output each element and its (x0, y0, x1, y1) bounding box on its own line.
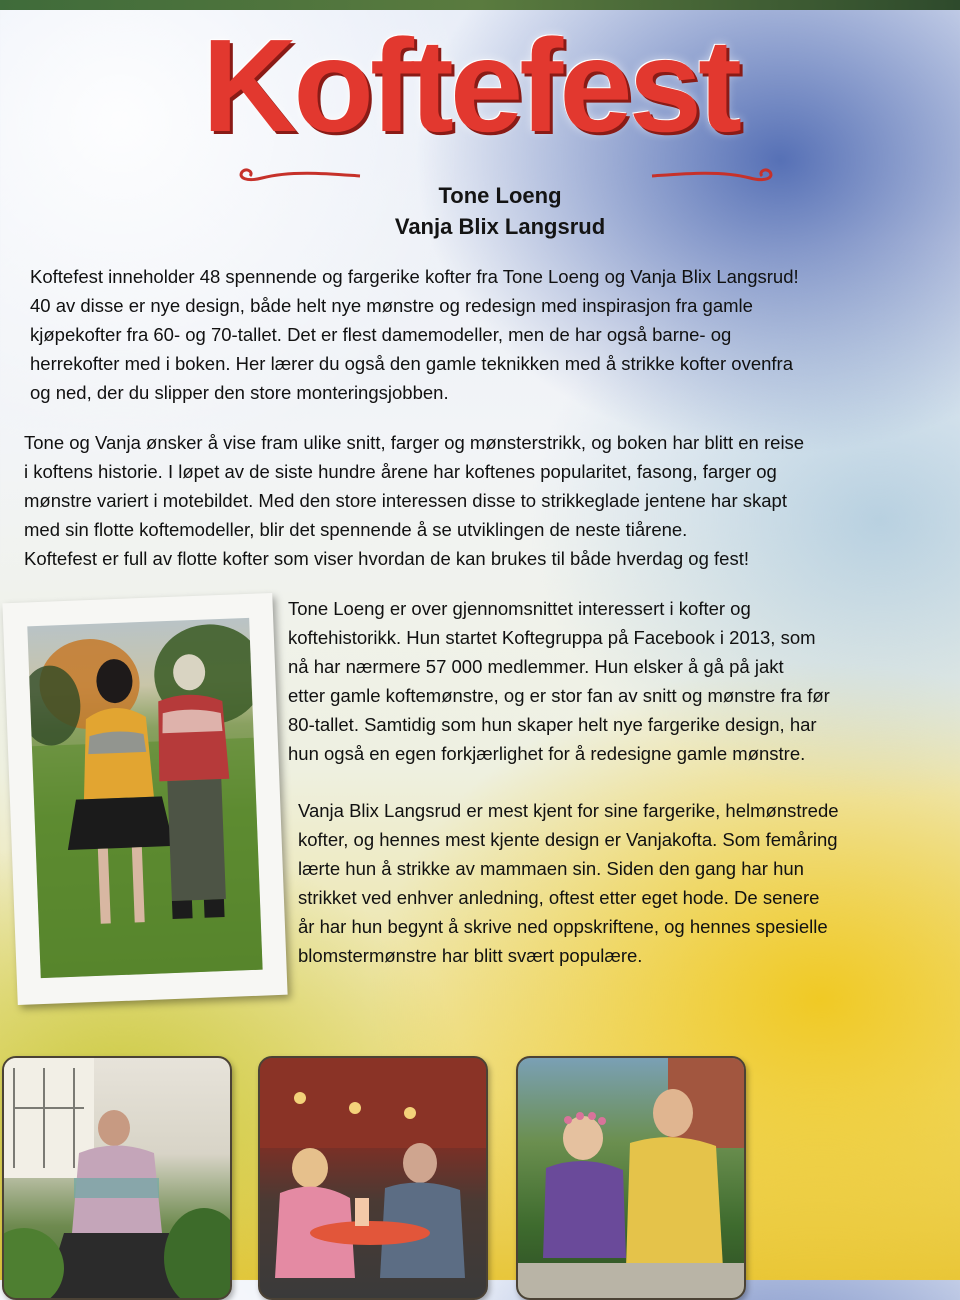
text-line: Koftefest inneholder 48 spennende og fargerike kofter fra Tone Loeng og Vanja Blix Langsrud! (30, 266, 799, 287)
book-title: Koftefest (201, 12, 739, 159)
thumbnail-photo-children (516, 1056, 746, 1300)
text-line: kjøpekofter fra 60- og 70-tallet. Det er flest damemodeller, men de har også barne- og (30, 324, 732, 345)
text-line: Vanja Blix Langsrud er mest kjent for sine fargerike, helmønstrede (298, 800, 839, 821)
photo-image (27, 618, 262, 978)
text-line: Koftefest er full av flotte kofter som viser hvordan de kan brukes til både hverdag og fest! (24, 548, 749, 569)
vanja-langsrud-bio (298, 796, 839, 970)
text-line: herrekofter med i boken. Her lærer du også den gamle teknikken med å strikke kofter ovenfra (30, 353, 793, 374)
history-paragraph (24, 428, 804, 573)
text-line: kofter, og hennes mest kjente design er Vanjakofta. Som femåring (298, 829, 838, 850)
text-line: Tone og Vanja ønsker å vise fram ulike snitt, farger og mønsterstrikk, og boken har blitt en reise (24, 432, 805, 453)
author-list (0, 180, 960, 242)
intro-paragraph (30, 262, 799, 407)
text-line: og ned, der du slipper den store monteringsjobben. (30, 382, 449, 403)
text-line: mønstre variert i motebildet. Med den store interessen disse to strikkeglade jentene har skapt (24, 490, 787, 511)
thumbnail-photo-woman-cardigan (2, 1056, 232, 1300)
tone-loeng-bio (288, 594, 830, 768)
text-line: Tone Loeng er over gjennomsnittet interessert i kofter og (288, 598, 751, 619)
author-name: Tone Loeng (438, 183, 562, 208)
author-name: Vanja Blix Langsrud (394, 214, 606, 239)
text-line: i koftens historie. I løpet av de siste hundre årene har koftenes popularitet, fasong, farger og (24, 461, 777, 482)
text-line: etter gamle koftemønstre, og er stor fan av snitt og mønstre fra før (288, 685, 830, 706)
text-line: år har hun begynt å skrive ned oppskriftene, og hennes spesielle (298, 916, 828, 937)
text-line: 40 av disse er nye design, både helt nye mønstre og redesign med inspirasjon fra gamle (30, 295, 753, 316)
authors-photo (2, 593, 287, 1005)
top-edge-strip (0, 0, 960, 10)
text-line: 80-tallet. Samtidig som hun skaper helt nye fargerike design, har (288, 714, 817, 735)
text-line: blomstermønstre har blitt svært populære. (298, 945, 643, 966)
text-line: strikket ved enhver anledning, oftest etter eget hode. De senere (298, 887, 820, 908)
title-block (0, 12, 960, 159)
text-line: hun også en egen forkjærlighet for å redesigne gamle mønstre. (288, 743, 806, 764)
text-line: koftehistorikk. Hun startet Koftegruppa på Facebook i 2013, som (288, 627, 816, 648)
text-line: lærte hun å strikke av mammaen sin. Siden den gang har hun (298, 858, 804, 879)
text-line: med sin flotte koftemodeller, blir det spennende å se utviklingen de neste tiårene. (24, 519, 688, 540)
thumbnail-photo-couple-cafe (258, 1056, 488, 1300)
text-line: nå har nærmere 57 000 medlemmer. Hun elsker å gå på jakt (288, 656, 784, 677)
